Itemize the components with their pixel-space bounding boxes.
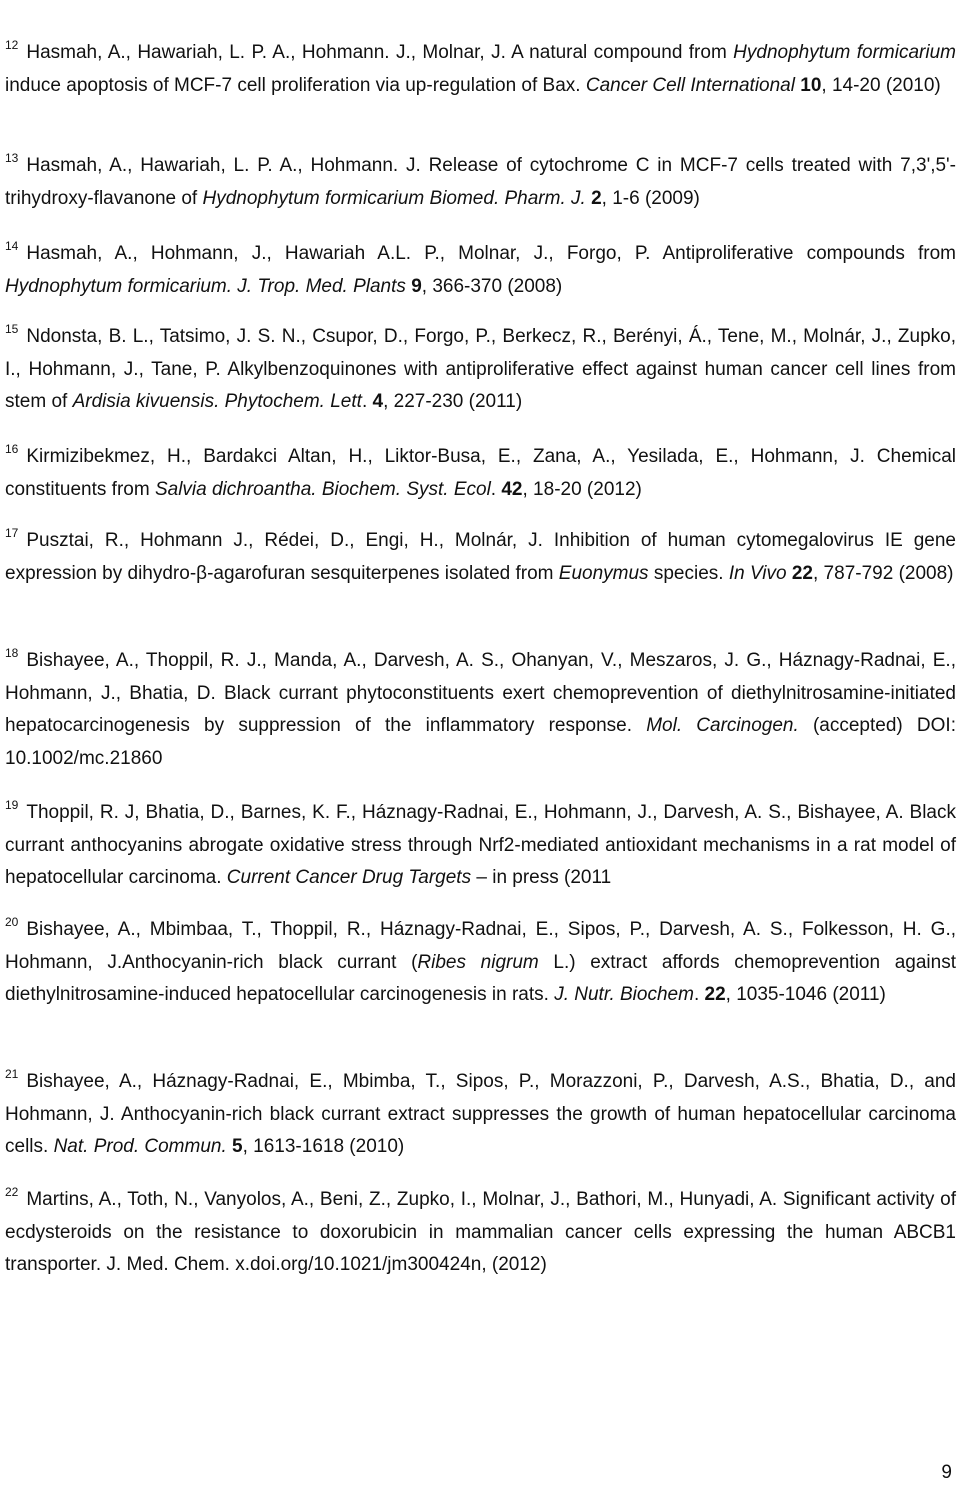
reference-text: Martins, A., Toth, N., Vanyolos, A., Beni, Z., Zupko, I., Molnar, J., Bathori, M., Hunyadi, A. Significant activity of ecdysteroids on the resistance to doxorubicin in mammalian cancer cells expressing the human ABCB1 transporter. J. Med. Chem. x.doi.org/10.1021/jm300424n, (2012) bbox=[5, 1189, 956, 1275]
reference-text: , 1-6 (2009) bbox=[601, 187, 700, 209]
reference-entry bbox=[5, 238, 956, 303]
reference-entry bbox=[5, 1066, 956, 1164]
reference-italic-text: Euonymus bbox=[558, 562, 649, 584]
reference-text: Thoppil, R. J, Bhatia, D., Barnes, K. F., Háznagy-Radnai, E., Hohmann, J., Darvesh, A. S., Bishayee, A. Black currant anthocyanins abrogate oxidative stress through Nrf2-mediated antioxidant mechanisms in a rat model of hepatocellular carcinoma. bbox=[5, 802, 956, 888]
reference-number: 14 bbox=[5, 239, 19, 253]
reference-text: , 366-370 (2008) bbox=[421, 275, 563, 297]
reference-italic-text: Cancer Cell International bbox=[585, 74, 795, 96]
reference-text: Bishayee, A., Háznagy-Radnai, E., Mbimba, T., Sipos, P., Morazzoni, P., Darvesh, A.S., Bhatia, D., and Hohmann, J. Anthocyanin-rich black currant extract suppresses the growth of human hepatocellular carcinoma cells. bbox=[5, 1071, 956, 1157]
reference-entry bbox=[5, 441, 956, 506]
reference-text: , 1035-1046 (2011) bbox=[725, 984, 886, 1005]
reference-entry bbox=[5, 150, 956, 215]
reference-text: , 227-230 (2011) bbox=[383, 391, 523, 412]
reference-volume: 22 bbox=[704, 984, 726, 1005]
reference-italic-text: Salvia dichroantha. Biochem. Syst. Ecol bbox=[154, 478, 491, 500]
page-number: 9 bbox=[941, 1462, 952, 1483]
reference-text: , 18-20 (2012) bbox=[522, 478, 642, 500]
reference-number: 18 bbox=[5, 646, 19, 660]
reference-text: Hasmah, A., Hohmann, J., Hawariah A.L. P., Molnar, J., Forgo, P. Antiproliferative compounds from bbox=[26, 243, 956, 264]
reference-italic-text: J. Nutr. Biochem bbox=[554, 984, 694, 1005]
reference-italic-text: In Vivo bbox=[728, 562, 787, 584]
reference-text: , 787-792 (2008) bbox=[813, 562, 954, 584]
reference-number: 17 bbox=[5, 526, 19, 540]
reference-entry bbox=[5, 797, 956, 895]
reference-text: – in press (2011 bbox=[471, 867, 612, 888]
reference-italic-text: Nat. Prod. Commun. bbox=[53, 1136, 227, 1157]
reference-italic-text: Current Cancer Drug Targets bbox=[226, 867, 472, 888]
reference-number: 21 bbox=[5, 1067, 19, 1081]
reference-text: (accepted) DOI: 10.1002/mc.21860 bbox=[5, 715, 956, 769]
reference-text: . bbox=[361, 391, 373, 412]
reference-entry bbox=[5, 1184, 956, 1282]
reference-italic-text: Hydnophytum formicarium. J. Trop. Med. Plants bbox=[5, 275, 406, 297]
reference-text: . bbox=[693, 984, 705, 1005]
reference-italic-text: Ardisia kivuensis. Phytochem. Lett bbox=[72, 391, 362, 412]
reference-italic-text: Mol. Carcinogen. bbox=[646, 715, 799, 736]
reference-number: 15 bbox=[5, 322, 19, 336]
reference-entry bbox=[5, 37, 956, 102]
reference-italic-text: Hydnophytum formicarium Biomed. Pharm. J. bbox=[202, 187, 586, 209]
reference-volume: 10 bbox=[800, 74, 822, 96]
reference-text: L.) extract affords chemoprevention against diethylnitrosamine-induced hepatocellular carcinogenesis in rats. bbox=[5, 951, 956, 1005]
reference-number: 22 bbox=[5, 1185, 19, 1199]
reference-volume: 22 bbox=[791, 562, 813, 584]
reference-text: Kirmizibekmez, H., Bardakci Altan, H., Liktor-Busa, E., Zana, A., Yesilada, E., Hohmann, J. Chemical constituents from bbox=[5, 446, 956, 500]
reference-number: 19 bbox=[5, 798, 19, 812]
reference-entry bbox=[5, 321, 956, 419]
reference-italic-text: Ribes nigrum bbox=[417, 951, 539, 973]
reference-volume: 5 bbox=[232, 1136, 243, 1157]
reference-text: Bishayee, A., Thoppil, R. J., Manda, A., Darvesh, A. S., Ohanyan, V., Meszaros, J. G., Háznagy-Radnai, E., Hohmann, J., Bhatia, D. Black currant phytoconstituents exert chemoprevention of diethylnitrosamine-initiated hepatocarcinogenesis by suppression of the inflammatory response. bbox=[5, 650, 956, 736]
reference-volume: 9 bbox=[411, 275, 422, 297]
reference-text: . bbox=[490, 478, 502, 500]
reference-text: species. bbox=[648, 562, 729, 584]
reference-text: Bishayee, A., Mbimbaa, T., Thoppil, R., Háznagy-Radnai, E., Sipos, P., Darvesh, A. S., Folkesson, H. G., Hohmann, J.Anthocyanin-rich black currant ( bbox=[5, 919, 956, 973]
reference-italic-text: Hydnophytum formicarium bbox=[733, 42, 956, 63]
reference-text: , 14-20 (2010) bbox=[821, 74, 941, 96]
reference-number: 12 bbox=[5, 38, 19, 52]
reference-number: 13 bbox=[5, 151, 19, 165]
reference-text: , 1613-1618 (2010) bbox=[242, 1136, 405, 1157]
reference-number: 20 bbox=[5, 915, 19, 929]
reference-entry bbox=[5, 645, 956, 775]
reference-volume: 2 bbox=[591, 187, 602, 209]
reference-number: 16 bbox=[5, 442, 19, 456]
reference-entry bbox=[5, 914, 956, 1012]
reference-text: Hasmah, A., Hawariah, L. P. A., Hohmann. J. Release of cytochrome C in MCF-7 cells treated with 7,3',5'-trihydroxy-flavanone of bbox=[5, 155, 956, 209]
reference-text: Pusztai, R., Hohmann J., Rédei, D., Engi, H., Molnár, J. Inhibition of human cytomegalovirus IE gene expression by dihydro-β-agarofuran sesquiterpenes isolated from bbox=[5, 530, 956, 584]
reference-text: Ndonsta, B. L., Tatsimo, J. S. N., Csupor, D., Forgo, P., Berkecz, R., Berényi, Á., Tene, M., Molnár, J., Zupko, I., Hohmann, J., Tane, P. Alkylbenzoquinones with antiproliferative effect against human cancer cell lines from stem of bbox=[5, 326, 956, 412]
reference-text: Hasmah, A., Hawariah, L. P. A., Hohmann. J., Molnar, J. A natural compound from bbox=[26, 42, 734, 63]
reference-entry bbox=[5, 525, 956, 590]
reference-volume: 42 bbox=[501, 478, 523, 500]
reference-volume: 4 bbox=[372, 391, 384, 412]
reference-text: induce apoptosis of MCF-7 cell proliferation via up-regulation of Bax. bbox=[5, 74, 586, 96]
